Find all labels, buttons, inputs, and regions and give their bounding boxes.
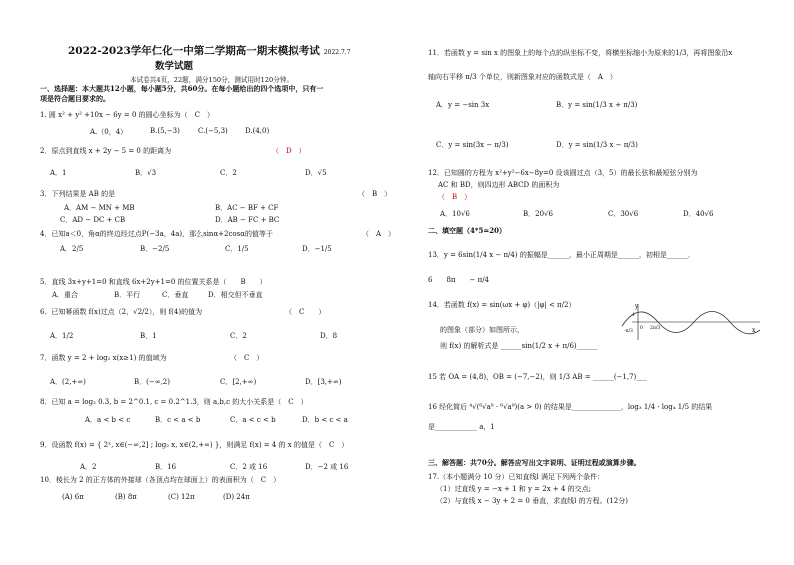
q7-option-d: D．[3,+∞) — [305, 378, 342, 386]
q10-option-c: (C) 12π — [168, 493, 195, 501]
question-3: 3．下列结果是 AB 的是 — [40, 190, 116, 198]
graph-x-label: x — [752, 327, 756, 334]
question-10: 10．棱长为 2 的正方体的外接球（各顶点均在球面上）的表面积为（ C ） — [40, 476, 281, 484]
q9-option-b: B．16 — [155, 463, 177, 471]
question-16-line1: 16 经化简后 ⁴√(⁶√a⁹ · ⁶√a⁹)(a > 0) 的结果是______________，log₃ 1/4 · log₄ 1/5 的结果 — [428, 403, 713, 411]
q8-option-c: C．a < c < b — [230, 416, 276, 424]
question-16-line2: 是____________ a，1 — [428, 423, 495, 431]
q8-option-b: B．c < a < b — [155, 416, 201, 424]
q5-option-c: C．垂直 — [162, 291, 189, 299]
q3-option-c: C．AD − DC + CB — [60, 216, 126, 224]
q6-option-a: A．1/2 — [50, 332, 74, 340]
q1-option-a: A.（0，4） — [90, 128, 128, 136]
exam-note: 本试卷共4页，22题，满分150分，测试用时120分钟。 — [130, 76, 294, 84]
graph-tick-1: -π/3 — [624, 329, 633, 334]
exam-date: 2022.7.7 — [323, 49, 351, 56]
q7-answer: （ C ） — [230, 354, 264, 362]
q10-option-b: (B) 8π — [115, 493, 137, 501]
section1-heading: 一、选择题：本大题共12小题，每小题5分，共60分。在每小题给出的四个选项中，只有一 — [40, 84, 324, 93]
q11-option-d: D．y = sin(1/3 x − π/3) — [556, 141, 638, 149]
q6-answer: （ C ） — [285, 308, 326, 316]
question-11-line2: 轴向右平移 π/3 个单位，则新图象对应的函数式是（ A ） — [428, 73, 617, 81]
q8-option-d: D．b < c < a — [302, 416, 348, 424]
q7-option-b: B．(−∞,2) — [134, 378, 170, 386]
q14-sine-graph — [612, 302, 762, 342]
section1-heading-2: 项是符合题目要求的。 — [40, 94, 110, 103]
question-15: 15 若 OA = (4,8)，OB = (−7,−2)，则 1/3 AB = ______(−1,7)___ — [428, 373, 647, 381]
question-14-line2: 的图象（部分）如图所示， — [440, 326, 524, 334]
q2-option-c: C．2 — [220, 169, 237, 177]
q5-option-a: A．重合 — [52, 291, 79, 299]
section3-heading: 三、解答题：共70分。解答应写出文字说明、证明过程或演算步骤。 — [428, 458, 641, 467]
question-14-line1: 14．若函数 f(x) = sin(ωx + φ)（|φ| < π/2） — [428, 301, 576, 309]
q12-answer: （ B ） — [438, 193, 472, 201]
q10-option-a: (A) 6π — [62, 493, 84, 501]
q11-option-c: C．y = sin(3x − π/3) — [436, 141, 509, 149]
question-12-line2: AC 和 BD，则四边形 ABCD 的面积为 — [438, 181, 560, 189]
q12-option-b: B．20√6 — [523, 210, 553, 218]
graph-tick-3: 2π/3 — [650, 326, 661, 331]
q2-option-d: D．√5 — [305, 169, 327, 177]
q11-option-b: B．y = sin(1/3 x + π/3) — [556, 101, 638, 109]
question-7: 7．函数 y = 2 + log₂ x(x≥1) 的值域为 — [40, 354, 167, 362]
q7-option-c: C．[2,+∞) — [220, 378, 257, 386]
q11-option-a: A．y = −sin 3x — [436, 101, 490, 109]
question-5: 5．直线 3x+y+1=0 和直线 6x+2y+1=0 的位置关系是（ B ） — [40, 278, 267, 286]
graph-tick-2: 0 — [640, 326, 643, 331]
question-9: 9．设函数 f(x) = { 2ˣ, x∈(−∞,2] ; log₂ x, x∈(2,+∞) }，则满足 f(x) = 4 的 x 的值是（ C ） — [40, 441, 349, 449]
question-12-line1: 12．已知圆的方程为 x²+y²−6x−8y=0 设该圆过点（3，5）的最长弦和最短弦分别为 — [428, 169, 698, 177]
q3-answer: （ B ） — [358, 190, 392, 198]
question-4: 4．已知a＜0，角α的终边经过点P(−3a，4a)，那么sinα+2cosα的值等于 — [40, 230, 273, 238]
q4-option-b: B．−2/5 — [140, 245, 170, 253]
section2-heading: 二、填空题（4*5=20） — [428, 226, 507, 235]
q6-option-b: B．1 — [140, 332, 157, 340]
q9-option-c: C．2 或 16 — [230, 463, 268, 471]
q12-option-d: D．40√6 — [683, 210, 714, 218]
q10-option-d: (D) 24π — [223, 493, 250, 501]
q6-option-d: D．8 — [320, 332, 338, 340]
q1-option-d: D.(4,0) — [245, 127, 270, 135]
q1-option-c: C.(−5,3) — [198, 127, 228, 135]
question-8: 8．已知 a = log₂ 0.3, b = 2^0.1, c = 0.2^1.3，则 a,b,c 的大小关系是（ C ） — [40, 398, 308, 406]
q3-option-a: A．AM − MN + MB — [64, 204, 135, 212]
graph-y-label: y — [635, 303, 639, 310]
q17-condition-2: （2）与直线 x − 3y + 2 = 0 垂直，求直线l 的方程。(12分) — [436, 497, 628, 505]
question-6: 6．已知幂函数 f(x)过点（2，√2/2），则 f(4)的值为 — [40, 308, 203, 316]
q2-answer: （ D ） — [272, 147, 306, 155]
question-14-line3: 则 f(x) 的解析式是 ______sin(1/2 x + π/6)______ — [440, 342, 598, 350]
question-13: 13．y = 6sin(1/4 x − π/4) 的振幅是______，最小正周期是______，初相是______． — [428, 251, 695, 259]
q4-option-d: D．−1/5 — [302, 245, 332, 253]
q13-answer: 6 8π − π/4 — [428, 276, 490, 284]
q4-option-a: A．2/5 — [60, 245, 84, 253]
question-17: 17.（本小题满分 10 分）已知直线l 满足下列两个条件： — [428, 473, 604, 481]
q4-option-c: C．1/5 — [225, 245, 249, 253]
question-1: 1. 圆 x² + y² +10x − 6y = 0 的圆心坐标为（ C ） — [40, 111, 214, 119]
q3-option-d: D．AB − FC + BC — [215, 216, 280, 224]
question-11-line1: 11．若函数 y = sin x 的图象上的每个点的纵坐标不变，将横坐标缩小为原来的1/3，再将图象沿x — [428, 49, 733, 57]
q17-condition-1: （1）过直线 y = −x + 1 和 y = 2x + 4 的交点; — [436, 485, 592, 493]
exam-title: 2022-2023学年仁化一中第二学期高一期末模拟考试 2022.7.7 — [68, 45, 351, 57]
q8-option-a: A．a < b < c — [85, 416, 131, 424]
q12-option-a: A．10√6 — [440, 210, 470, 218]
q6-option-c: C．2 — [230, 332, 247, 340]
q12-option-c: C．30√6 — [608, 210, 639, 218]
q4-answer: （ A ） — [362, 230, 396, 238]
graph-tick-top: 1 — [632, 313, 635, 318]
q3-option-b: B．AC − BF + CF — [215, 204, 279, 212]
q5-option-d: D．相交但不垂直 — [208, 291, 263, 299]
q2-option-b: B．√3 — [135, 169, 157, 177]
q5-option-b: B．平行 — [114, 291, 141, 299]
q2-option-a: A．1 — [50, 169, 67, 177]
subject-title: 数学试题 — [155, 61, 194, 72]
q9-option-a: A．2 — [80, 463, 97, 471]
question-2: 2．原点到直线 x + 2y − 5 = 0 的距离为 — [40, 147, 172, 155]
q7-option-a: A．(2,+∞) — [50, 378, 86, 386]
q9-option-d: D．−2 或 16 — [305, 463, 349, 471]
q1-option-b: B.(5,−3) — [150, 127, 180, 135]
